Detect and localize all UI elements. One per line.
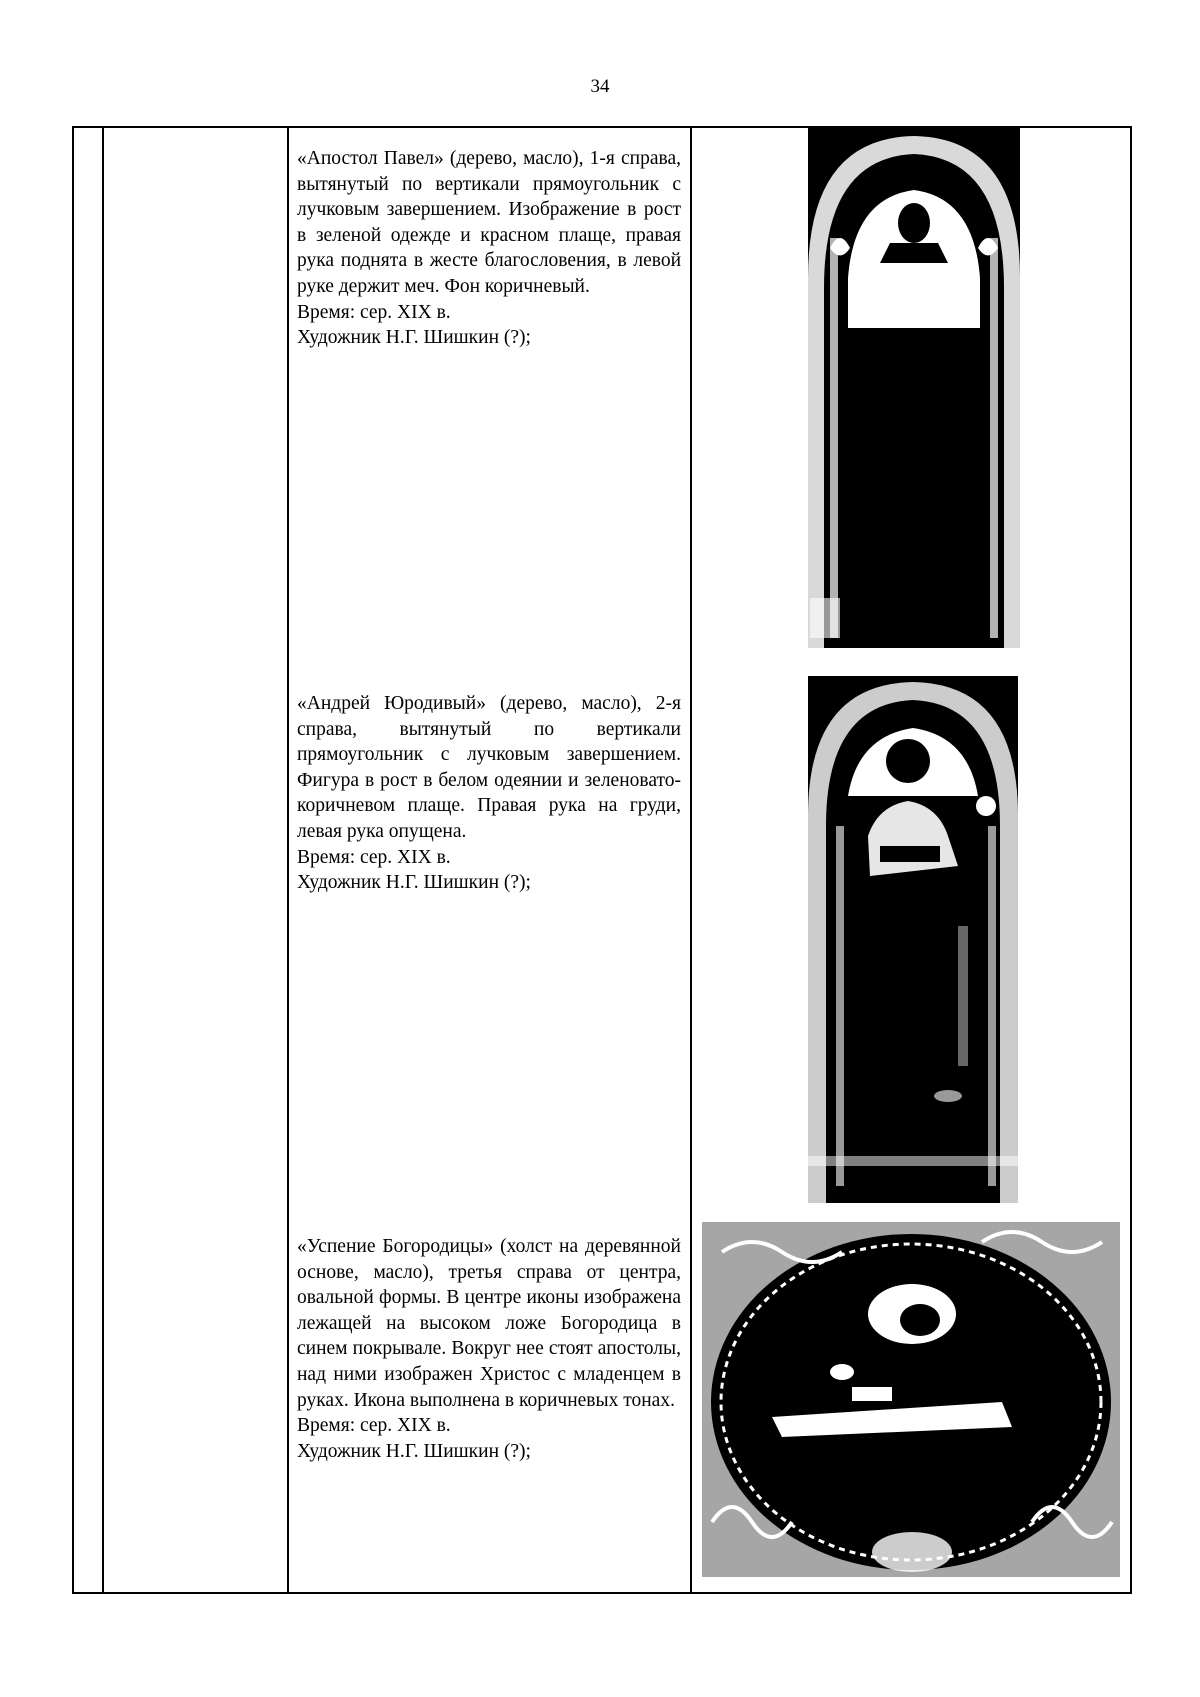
dormition-icon-photo [702,1222,1120,1577]
entry-time: Время: сер. XIX в. [297,1415,451,1437]
entry-time: Время: сер. XIX в. [297,846,451,868]
column-divider [690,128,692,1592]
entry-artist: Художник Н.Г. Шишкин (?); [297,872,531,894]
arched-icon-image [808,676,1018,1203]
entry-time: Время: сер. XIX в. [297,301,451,323]
column-divider [287,128,289,1592]
andrew-the-fool-icon-photo [808,676,1018,1203]
entry-artist: Художник Н.Г. Шишкин (?); [297,327,531,349]
page-number: 34 [590,76,610,97]
catalog-entry [297,146,681,351]
entry-description: «Апостол Павел» (дерево, масло), 1-я справа, вытянутый по вертикали прямоугольник с лучковым завершением. Изображение в рост в зеленой одежде и красном плаще, правая рука поднята в жесте благословения, в левой руке держит меч. Фон коричневый. [297,148,681,297]
entry-description: «Андрей Юродивый» (дерево, масло), 2-я справа, вытянутый по вертикали прямоугольник с лучковым завершением. Фигура в рост в белом одеянии и зеленовато-коричневом плаще. Правая рука на груди, левая рука опущена. [297,693,681,842]
entry-description: «Успение Богородицы» (холст на деревянной основе, масло), третья справа от центра, овальной формы. В центре иконы изображена лежащей на высоком ложе Богородица в синем покрывале. Вокруг нее стоят апостолы, над ними изображен Христос с младенцем в руках. Икона выполнена в коричневых тонах. [297,1236,681,1411]
arched-icon-image [808,128,1020,648]
entry-artist: Художник Н.Г. Шишкин (?); [297,1440,531,1462]
catalog-entry [297,1234,681,1464]
apostle-paul-icon-photo [808,128,1020,648]
column-divider [102,128,104,1592]
catalog-entry [297,691,681,896]
oval-icon-image [702,1222,1120,1577]
